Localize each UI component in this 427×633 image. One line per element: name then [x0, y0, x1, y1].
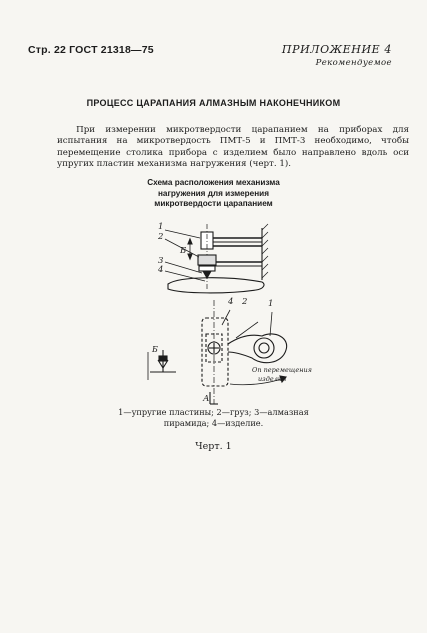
label-4: 4 — [158, 265, 164, 275]
label-1: 1 — [158, 222, 164, 232]
figure-caption-line: Схема расположения механизма — [147, 178, 280, 187]
appendix-status: Рекомендуемое — [315, 58, 392, 68]
section-view — [148, 350, 176, 380]
direction-label-line1: Оn перемещения — [252, 366, 312, 374]
page-header: Стр. 22 ГОСТ 21318—75 — [28, 44, 154, 56]
plan-view — [202, 300, 287, 404]
appendix-title: ПРИЛОЖЕНИЕ 4 — [281, 43, 392, 56]
label-3: 3 — [158, 256, 164, 266]
plan-label-1: 1 — [268, 299, 274, 309]
figure-caption-line: нагружения для измерения — [157, 188, 269, 198]
body-paragraph: При измерении микротвердости царапанием на приборах для испытания на микротвердость ПМТ-5 и ПМТ-3 необходимо, чтобы перемещение столика прибора с изделием было направлено вдоль оси упругих пластин механизма нагружения (черт. 1). — [57, 125, 409, 169]
figure-legend — [0, 407, 427, 428]
plan-label-4: 4 — [228, 297, 234, 307]
plan-label-2: 2 — [242, 297, 248, 307]
section-label-a: А — [203, 394, 210, 404]
workpiece-side — [168, 278, 264, 293]
section-title: ПРОЦЕСС ЦАРАПАНИЯ АЛМАЗНЫМ НАКОНЕЧНИКОМ — [86, 98, 341, 108]
section-label-b: Б — [152, 345, 158, 354]
legend-line: 1—упругие пластины; 2—груз; 3—алмазная — [118, 407, 309, 417]
legend-line: пирамида; 4—изделие. — [163, 417, 264, 428]
figure-caption-line: микротвердости царапанием — [154, 199, 273, 208]
dimension-arrow — [188, 239, 192, 259]
drawing-number: Черт. 1 — [195, 441, 232, 452]
direction-label-line2: изделия — [258, 375, 287, 383]
wall-support — [262, 224, 268, 280]
label-2: 2 — [158, 232, 164, 242]
label-dim-b: Б — [180, 246, 187, 256]
